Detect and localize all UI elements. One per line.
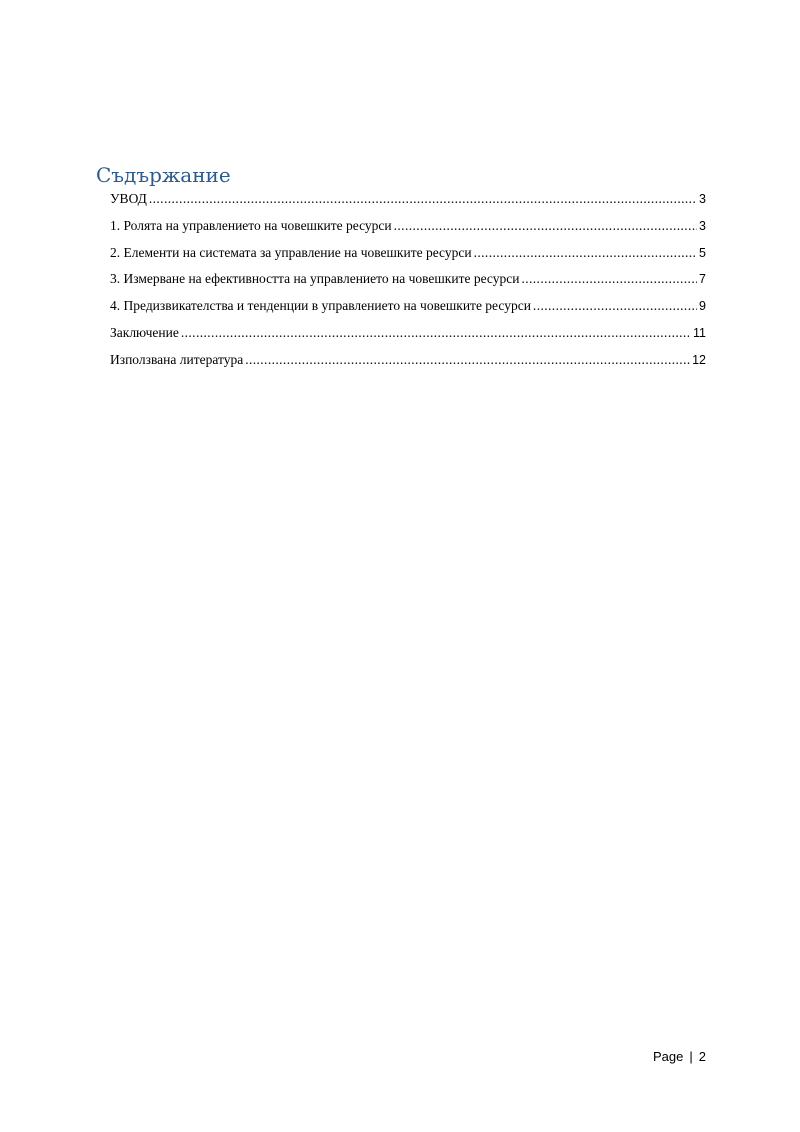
dot-leader: [521, 269, 697, 289]
toc-entry-title: 4. Предизвикателства и тенденции в управлението на човешките ресурси: [110, 298, 531, 314]
toc-entry-section-4[interactable]: [110, 296, 706, 323]
toc-entry-intro[interactable]: [110, 189, 706, 216]
toc-entry-title: 1. Ролята на управлението на човешките ресурси: [110, 217, 392, 233]
page-footer: [653, 1047, 706, 1067]
toc-entry-section-1[interactable]: [110, 216, 706, 243]
dot-leader: [394, 216, 697, 236]
toc-entry-page: 3: [699, 218, 706, 233]
toc-entry-page: 3: [699, 192, 706, 206]
toc-entry-page: 9: [699, 299, 706, 314]
table-of-contents: [110, 189, 706, 377]
toc-entry-page: 12: [692, 352, 706, 367]
toc-entry-conclusion[interactable]: [110, 323, 706, 350]
toc-heading: Съдържание: [96, 163, 231, 187]
footer-page-number: 2: [698, 1049, 706, 1064]
toc-entry-page: 7: [699, 272, 706, 287]
toc-entry-title: 2. Елементи на системата за управление на човешките ресурси: [110, 244, 472, 260]
dot-leader: [181, 323, 691, 343]
toc-entry-section-2[interactable]: [110, 243, 706, 270]
toc-entry-title: Използвана литература: [110, 351, 244, 367]
footer-separator: |: [689, 1049, 693, 1064]
toc-entry-title: 3. Измерване на ефективността на управлението на човешките ресурси: [110, 271, 520, 287]
dot-leader: [149, 189, 697, 209]
toc-entry-section-3[interactable]: [110, 269, 706, 296]
dot-leader: [474, 243, 697, 263]
toc-entry-title: УВОД: [110, 191, 147, 206]
toc-entry-page: 11: [693, 325, 706, 340]
footer-page-label: Page: [653, 1049, 684, 1064]
dot-leader: [245, 350, 690, 370]
toc-entry-page: 5: [699, 245, 706, 260]
toc-entry-title: Заключение: [110, 324, 179, 340]
toc-entry-references[interactable]: [110, 350, 706, 377]
dot-leader: [533, 296, 697, 316]
